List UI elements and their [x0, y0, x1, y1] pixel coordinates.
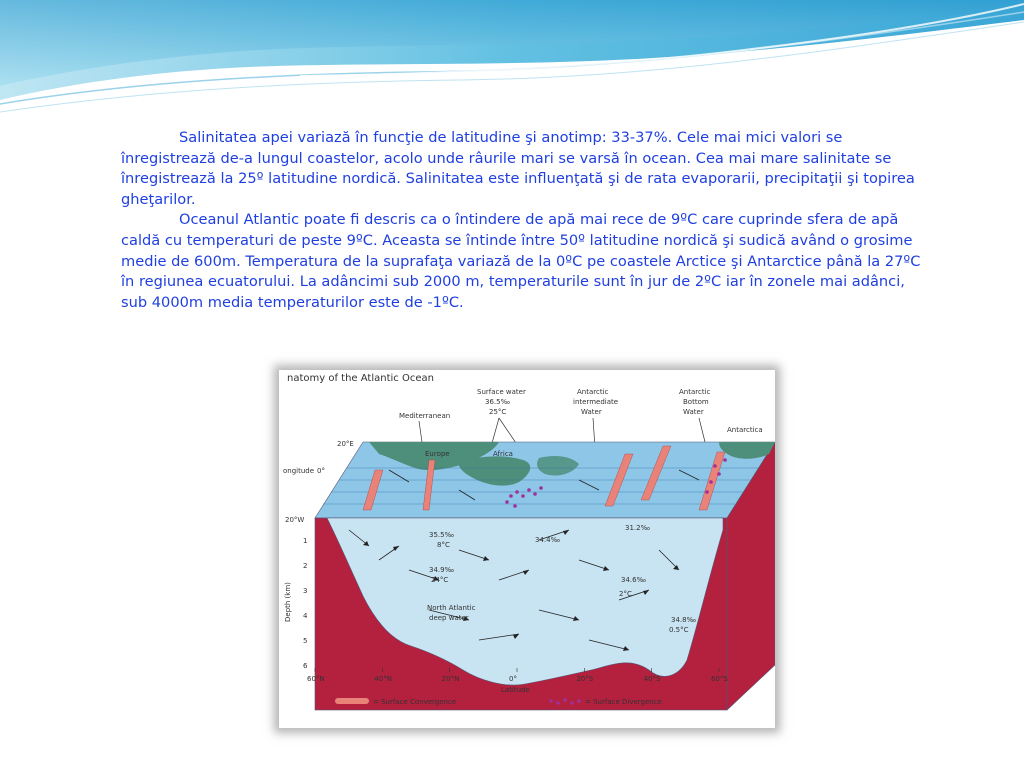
label-surface-water-1: Surface water	[477, 388, 526, 396]
latitude-tick: 40°S	[643, 675, 661, 683]
water-label-w5: 34.6‰	[621, 576, 646, 584]
label-antarctic-intermediate-1: Antarctic	[577, 388, 609, 396]
legend-convergence-swatch	[335, 698, 369, 704]
map-label-europe: Europe	[425, 450, 450, 458]
header-wave-decoration	[0, 0, 1024, 130]
side-label-lat: 20°E	[337, 440, 354, 448]
side-label-zero: 0°	[317, 467, 325, 475]
slide-body-text	[121, 128, 921, 313]
depth-tick-2: 2	[303, 562, 308, 570]
depth-tick-4: 4	[303, 612, 308, 620]
water-label-w1-b: 8°C	[437, 541, 450, 549]
water-label-w8-b: 0.5°C	[669, 626, 689, 634]
label-antarctic-bottom-2: Bottom	[683, 398, 709, 406]
water-label-w6: 2°C	[619, 590, 632, 598]
depth-axis-label: Depth (km)	[284, 582, 292, 622]
label-antarctic-intermediate-3: Water	[581, 408, 602, 416]
latitude-axis-label: Latitude	[501, 686, 530, 694]
atlantic-anatomy-diagram	[279, 370, 775, 728]
side-label-longitude: ongitude	[283, 467, 315, 475]
water-label-w8-a: 34.8‰	[671, 616, 696, 624]
label-surface-water-3: 25°C	[489, 408, 507, 416]
latitude-tick: 0°	[509, 675, 517, 683]
label-antarctic-bottom-1: Antarctic	[679, 388, 711, 396]
water-label-w2: 34.4‰	[535, 536, 560, 544]
water-label-w4-b: 24°C	[431, 576, 449, 584]
paragraph-salinity: Salinitatea apei variază în funcţie de latitudine şi anotimp: 33-37%. Cele mai mici valori se înregistrează de-a lungul coastelor, acolo unde râurile mari se varsă în ocean. Cea mai mare salinitate se înregistrează la 25º latitudine nordică. Salinitatea este influenţată şi de rata evaporarii, precipitaţii şi topirea gheţarilor.	[121, 129, 915, 208]
legend-convergence-label: = Surface Convergence	[373, 698, 457, 706]
latitude-tick: 60°S	[711, 675, 728, 683]
depth-tick-6: 6	[303, 662, 308, 670]
depth-tick-5: 5	[303, 637, 308, 645]
water-label-w7-a: North Atlantic	[427, 604, 476, 612]
figure-title: natomy of the Atlantic Ocean	[287, 373, 434, 384]
label-antarctic-bottom-3: Water	[683, 408, 704, 416]
depth-axis-ticks	[303, 537, 308, 670]
latitude-tick: 20°N	[441, 675, 460, 683]
label-mediterranean: Mediterranean	[399, 412, 451, 420]
latitude-tick: 60°N	[307, 675, 325, 683]
water-label-w4-a: 34.9‰	[429, 566, 454, 574]
water-label-w3: 31.2‰	[625, 524, 650, 532]
map-label-africa: Africa	[493, 450, 513, 458]
paragraph-temperature: Oceanul Atlantic poate fi descris ca o întindere de apă mai rece de 9ºC care cuprinde sfera de apă caldă cu temperaturi de peste 9ºC. Aceasta se întinde între 50º latitudine nordică şi sudică având o grosime medie de 600m. Temperatura de la suprafaţa variază de la 0ºC pe coastele Arctice şi Antarctice până la 27ºC în regiunea ecuatorului. La adâncimi sub 2000 m, temperaturile sunt în jur de 2ºC iar în zonele mai adânci, sub 4000m media temperaturilor este de -1ºC.	[121, 211, 921, 311]
label-antarctic-intermediate-2: intermediate	[573, 398, 619, 406]
latitude-tick: 40°N	[374, 675, 392, 683]
depth-tick-3: 3	[303, 587, 308, 595]
side-label-west: 20°W	[285, 516, 305, 524]
water-label-w7-b: deep water	[429, 614, 469, 622]
depth-tick-1: 1	[303, 537, 308, 545]
legend-divergence-label: = Surface Divergence	[585, 698, 662, 706]
water-label-w1-a: 35.5‰	[429, 531, 454, 539]
latitude-tick: 20°S	[576, 675, 594, 683]
label-surface-water-2: 36.5‰	[485, 398, 510, 406]
atlantic-anatomy-figure	[279, 370, 775, 728]
label-antarctica: Antarctica	[727, 426, 763, 434]
